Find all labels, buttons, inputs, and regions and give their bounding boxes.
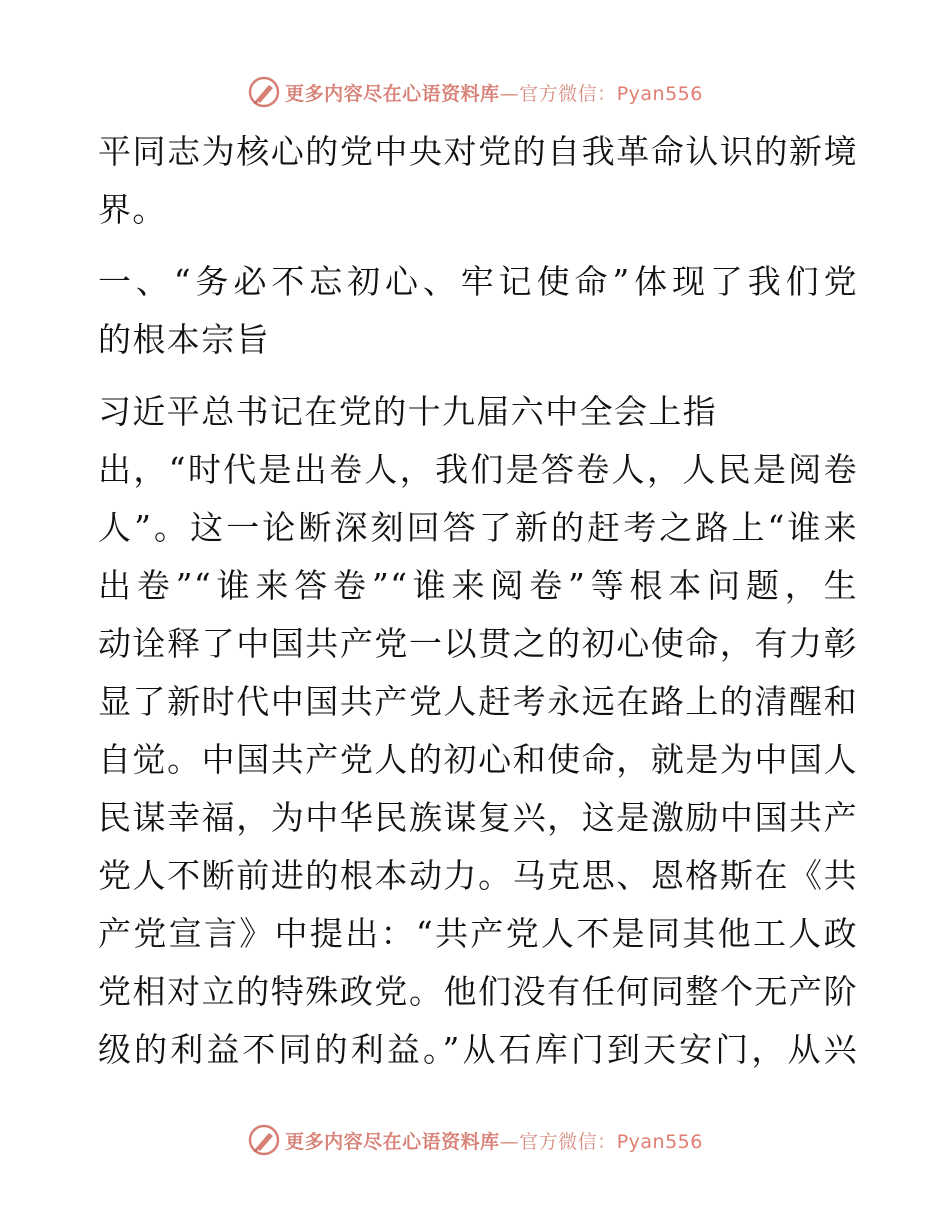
paragraph xyxy=(98,383,858,1079)
text-line: 党人不断前进的根本动力。马克思、恩格斯在《共 xyxy=(98,856,858,895)
watermark-main: 更多内容尽在心语资料库 xyxy=(285,1130,500,1153)
pen-logo-icon xyxy=(247,75,281,109)
watermark-text xyxy=(285,79,703,106)
watermark-wechat-id: Pyan556 xyxy=(616,1130,703,1153)
text-line: 平同志为核心的党中央对党的自我革命认识的新境 xyxy=(98,132,858,171)
text-line: 党相对立的特殊政党。他们没有任何同整个无产阶 xyxy=(98,972,858,1011)
watermark-wechat-label: 官方微信： xyxy=(519,1130,617,1153)
watermark-dash: — xyxy=(499,1130,520,1153)
text-line: 界。 xyxy=(98,190,167,229)
text-line: 习近平总书记在党的十九届六中全会上指 xyxy=(98,392,718,431)
text-line: 动诠释了中国共产党一以贯之的初心使命，有力彰 xyxy=(98,624,858,663)
pen-logo-icon xyxy=(247,1123,281,1157)
watermark-wechat-id: Pyan556 xyxy=(616,82,703,105)
text-line: 人”。这一论断深刻回答了新的赶考之路上“谁来 xyxy=(98,508,858,547)
text-line: 民谋幸福，为中华民族谋复兴，这是激励中国共产 xyxy=(98,798,858,837)
text-line: 产党宣言》中提出：“共产党人不是同其他工人政 xyxy=(98,914,858,953)
heading-line: 的根本宗旨 xyxy=(98,320,270,359)
text-line: 出，“时代是出卷人，我们是答卷人，人民是阅卷 xyxy=(98,450,858,489)
text-line: 级的利益不同的利益。”从石库门到天安门，从兴 xyxy=(98,1030,858,1069)
header-watermark xyxy=(0,72,950,112)
document-body xyxy=(98,123,858,1079)
watermark-main: 更多内容尽在心语资料库 xyxy=(285,82,500,105)
paragraph xyxy=(98,123,858,239)
text-line: 显了新时代中国共产党人赶考永远在路上的清醒和 xyxy=(98,682,858,721)
watermark-text xyxy=(285,1127,703,1154)
heading-line: 一、“务必不忘初心、牢记使命”体现了我们党 xyxy=(98,262,858,301)
text-line: 出卷”“谁来答卷”“谁来阅卷”等根本问题，生 xyxy=(98,566,858,605)
section-heading xyxy=(98,253,858,369)
watermark-dash: — xyxy=(499,82,520,105)
text-line: 自觉。中国共产党人的初心和使命，就是为中国人 xyxy=(98,740,858,779)
footer-watermark xyxy=(0,1120,950,1160)
watermark-wechat-label: 官方微信： xyxy=(519,82,617,105)
